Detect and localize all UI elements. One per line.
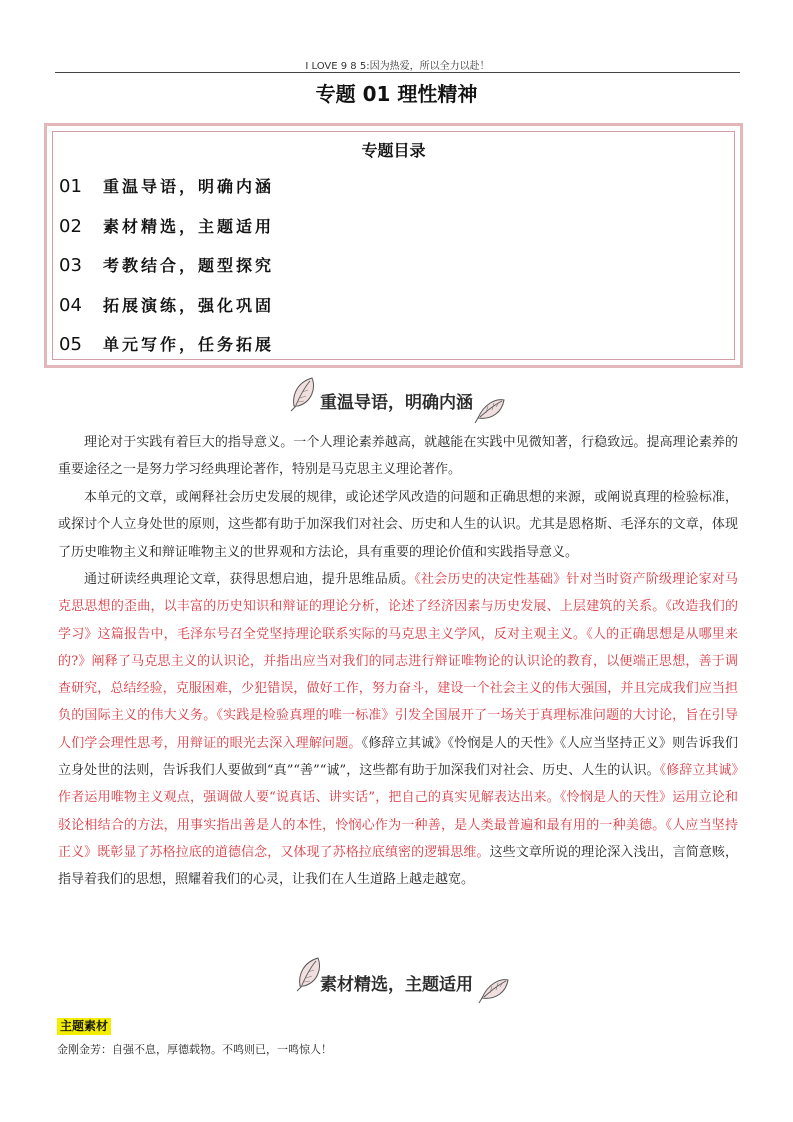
toc-inner-frame [52, 131, 735, 360]
paragraph: 理论对于实践有着巨大的指导意义。一个人理论素养越高，就越能在实践中见微知著，行稳致远。提高理论素养的重要途径之一是努力学习经典理论著作，特别是马克思主义理论著作。 [58, 435, 738, 478]
section-heading-materials [0, 960, 793, 1000]
toc-item-label: 重温导语，明确内涵 [103, 177, 275, 196]
paragraph-text-highlight: 《社会历史的决定性基础》针对当时资产阶级理论家对马克思思想的歪曲，以丰富的历史知识和辩证的理论分析，论述了经济因素与历史发展、上层建筑的关系。《改造我们的学习》这篇报告中，毛泽东号召全党坚持理论联系实际的马克思主义学风，反对主观主义。《人的正确思想是从哪里来的?》阐释了马克思主义的认识论，并指出应当对我们的同志进行辩证唯物论的认识论的教育，以便端正思想，善于调查研究，总结经验，克服困难，少犯错误，做好工作，努力奋斗，建设一个社会主义的伟大强国，并且完成我们应当担负的国际主义的伟大义务。《实践是检验真理的唯一标准》引发全国展开了一场关于真理标准问题的大讨论，旨在引导人们学会理性思考，用辩证的眼光去深入理解问题。 [58, 572, 738, 751]
document-title: 专题 01 理性精神 [315, 82, 478, 106]
material-tag: 主题素材 [57, 1018, 111, 1035]
toc-item-number: 02 [59, 216, 82, 237]
toc-item-label: 考教结合，题型探究 [103, 256, 275, 275]
toc-item [59, 253, 274, 277]
toc-item [59, 214, 274, 238]
table-of-contents [44, 123, 743, 368]
section-heading-intro [0, 378, 793, 418]
paragraph-text: 《修辞立其诚》《怜悯是人的天性》《人应当坚持正义》则告诉我们立身处世的法则，告诉我们人要做到“真”“善”“诚”，这些都有助于加深我们对社会、历史、人生的认识。 [58, 735, 738, 779]
toc-item-number: 01 [59, 176, 82, 197]
toc-item [59, 174, 274, 198]
toc-item-number: 04 [59, 295, 82, 316]
paragraph-text: 这些文章所说的理论深入浅出，言简意赅，指导着我们的思想，照耀着我们的心灵，让我们在人生道路上越走越宽。 [58, 844, 738, 888]
toc-item-label: 拓展演练，强化巩固 [103, 296, 275, 315]
toc-item-number: 05 [59, 334, 82, 355]
paragraph [58, 566, 738, 894]
paragraph-text: 通过研读经典理论文章，获得思想启迪，提升思维品质。 [84, 572, 415, 587]
toc-item [59, 293, 274, 317]
toc-title: 专题目录 [361, 141, 426, 160]
toc-item-label: 素材精选，主题适用 [103, 217, 275, 236]
toc-item [59, 332, 274, 356]
toc-item-label: 单元写作，任务拓展 [103, 335, 275, 354]
paragraph: 本单元的文章，或阐释社会历史发展的规律，或论述学风改造的问题和正确思想的来源，或阐说真理的检验标准，或探讨个人立身处世的原则，这些都有助于加深我们对社会、历史和人生的认识。尤其是恩格斯、毛泽东的文章，体现了历史唯物主义和辩证唯物主义的世界观和方法论，具有重要的理论价值和实践指导意义。 [58, 490, 738, 560]
page-header-slogan: I LOVE 9 8 5:因为热爱，所以全力以赴！ [305, 61, 490, 72]
section-heading-label: 重温导语，明确内涵 [320, 393, 473, 413]
paragraph-text-highlight: 《修辞立其诚》作者运用唯物主义观点，强调做人要“说真话、讲实话”，把自己的真实见解表达出来。《怜悯是人的天性》运用立论和驳论相结合的方法，用事实指出善是人的本性，怜悯心作为一种善，是人类最普遍和最有用的一种美德。《人应当坚持正义》既彰显了苏格拉底的道德信念，又体现了苏格拉底缜密的逻辑思维。 [58, 763, 738, 860]
leaf-right-icon [474, 392, 508, 426]
section-heading-label: 素材精选，主题适用 [320, 975, 473, 995]
material-line: 金刚金芳：自强不息，厚德载物。不鸣则已，一鸣惊人！ [57, 1043, 332, 1056]
header-divider [55, 72, 740, 73]
toc-item-number: 03 [59, 255, 82, 276]
leaf-right-icon [478, 972, 512, 1006]
